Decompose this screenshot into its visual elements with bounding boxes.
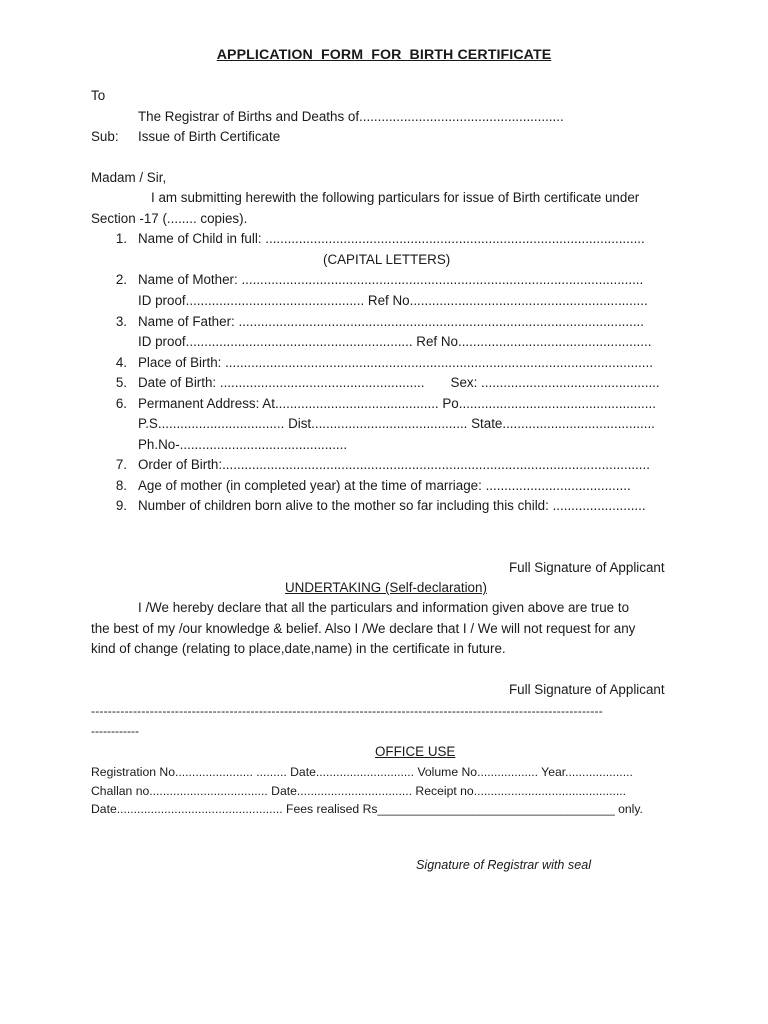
item-number: 1. (115, 231, 127, 246)
item-number: 5. (115, 375, 127, 390)
office-use-title: OFFICE USE (375, 744, 456, 759)
item-number: 2. (115, 272, 127, 287)
divider-line-continued: ------------ (91, 724, 139, 738)
father-name-field: Name of Father: ............................................................................................................. (138, 314, 644, 329)
address-ps-dist-state-field: P.S.................................. Dist.......................................... State......................................... (138, 416, 655, 431)
item-number: 4. (115, 355, 127, 370)
item-number: 3. (115, 314, 127, 329)
intro-line-2: Section -17 (........ copies). (91, 211, 248, 226)
item-number: 9. (115, 498, 127, 513)
place-of-birth-field: Place of Birth: ................................................................................................................... (138, 355, 653, 370)
permanent-address-field: Permanent Address: At............................................ Po..................................................... (138, 396, 656, 411)
mother-age-at-marriage-field: Age of mother (in completed year) at the time of marriage: ....................................... (138, 478, 631, 493)
registrar-line: The Registrar of Births and Deaths of....................................................... (138, 109, 564, 124)
office-registration-line: Registration No....................... ......... Date............................. Volume No.................. Year.................... (91, 765, 633, 779)
undertaking-line-2: the best of my /our knowledge & belief. Also I /We declare that I / We will not request for any (91, 621, 636, 636)
child-name-field: Name of Child in full: ...................................................................................................... (138, 231, 645, 246)
divider-line: -------------------------------------------------------------------------------------------------------------------------- (91, 704, 603, 718)
undertaking-line-1: I /We hereby declare that all the particulars and information given above are true to (138, 600, 630, 615)
date-of-birth-field: Date of Birth: ....................................................... Sex: ................................................ (138, 375, 660, 390)
capital-letters-note: (CAPITAL LETTERS) (323, 252, 451, 267)
phone-number-field: Ph.No-............................................. (138, 437, 348, 452)
registrar-signature-label: Signature of Registrar with seal (416, 858, 591, 872)
undertaking-title: UNDERTAKING (Self-declaration) (285, 580, 487, 595)
applicant-signature-label: Full Signature of Applicant (509, 682, 665, 697)
subject-label: Sub: (91, 129, 119, 144)
salutation: Madam / Sir, (91, 170, 167, 185)
office-challan-line: Challan no................................... Date.................................. Receipt no............................................. (91, 784, 627, 798)
intro-line-1: I am submitting herewith the following particulars for issue of Birth certificate under (151, 190, 640, 205)
mother-name-field: Name of Mother: ............................................................................................................ (138, 272, 644, 287)
mother-id-proof-field: ID proof................................................ Ref No................................................................ (138, 293, 648, 308)
applicant-signature-label: Full Signature of Applicant (509, 560, 665, 575)
item-number: 6. (115, 396, 127, 411)
father-id-proof-field: ID proof............................................................. Ref No.................................................... (138, 334, 652, 349)
item-number: 8. (115, 478, 127, 493)
to-label: To (91, 88, 106, 103)
office-fees-line: Date................................................. Fees realised Rs___________________________________ only. (91, 802, 643, 816)
subject-text: Issue of Birth Certificate (138, 129, 281, 144)
item-number: 7. (115, 457, 127, 472)
form-title: APPLICATION FORM FOR BIRTH CERTIFICATE (216, 47, 552, 63)
undertaking-line-3: kind of change (relating to place,date,name) in the certificate in future. (91, 641, 506, 656)
children-born-alive-field: Number of children born alive to the mother so far including this child: ......................... (138, 498, 646, 513)
order-of-birth-field: Order of Birth:................................................................................................................... (138, 457, 650, 472)
